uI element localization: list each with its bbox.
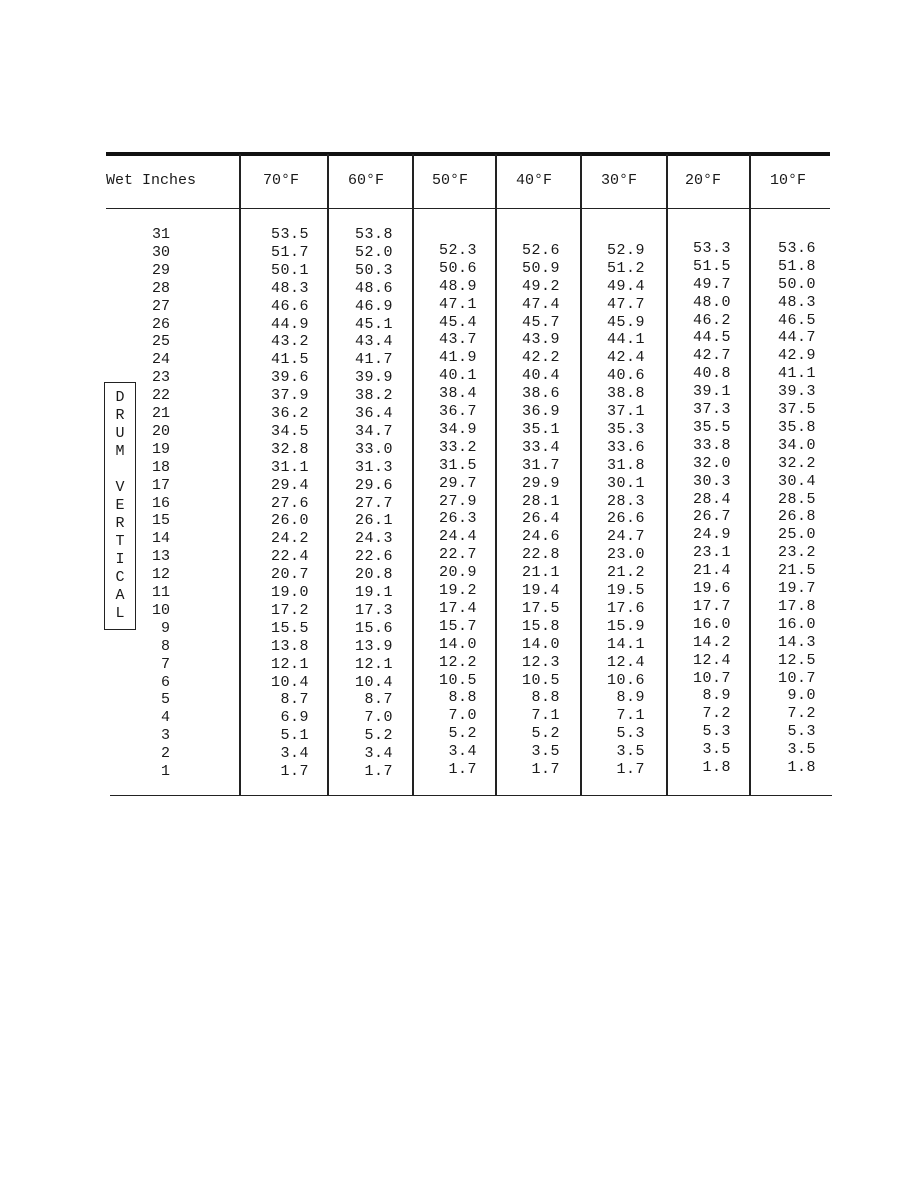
table-cell: 8.7 <box>280 691 309 709</box>
table-cell: 48.3 <box>777 293 816 311</box>
table-cell: 34.9 <box>438 420 477 438</box>
row-inches-label: 28 <box>151 279 170 297</box>
table-cell: 44.1 <box>606 331 645 349</box>
table-cell: 51.8 <box>777 257 816 275</box>
table-cell: 28.1 <box>521 492 560 510</box>
table-cell: 24.9 <box>692 526 731 544</box>
table-cell: 28.4 <box>692 490 731 508</box>
table-cell: 24.7 <box>606 528 645 546</box>
table-cell: 3.4 <box>364 745 393 763</box>
table-cell: 1.7 <box>364 763 393 780</box>
table-cell: 15.7 <box>438 617 477 635</box>
table-cell: 33.2 <box>438 438 477 456</box>
table-cell: 38.8 <box>606 385 645 403</box>
table-cell: 12.1 <box>354 655 393 673</box>
table-cell: 17.6 <box>606 599 645 617</box>
row-inches-label: 1 <box>160 763 170 780</box>
table-cell: 29.6 <box>354 476 393 494</box>
table-cell: 46.2 <box>692 311 731 329</box>
table-cell: 8.8 <box>531 689 560 707</box>
table-cell: 31.3 <box>354 458 393 476</box>
table-cell: 49.4 <box>606 277 645 295</box>
table-cell: 23.1 <box>692 544 731 562</box>
table-cell: 53.6 <box>777 239 816 257</box>
side-label-letter: C <box>115 569 125 586</box>
table-cell: 24.2 <box>270 530 309 548</box>
table-cell: 30.3 <box>692 472 731 490</box>
row-inches-label: 3 <box>160 727 170 745</box>
table-cell: 53.3 <box>692 239 731 257</box>
table-cell: 26.0 <box>270 512 309 530</box>
table-cell: 10.7 <box>777 669 816 687</box>
table-cell: 15.5 <box>270 619 309 637</box>
column-header: 30°F <box>601 172 638 189</box>
table-cell: 51.5 <box>692 257 731 275</box>
table-cell: 38.4 <box>438 385 477 403</box>
table-cell: 1.7 <box>616 761 645 778</box>
table-cell: 34.5 <box>270 422 309 440</box>
row-inches-label: 13 <box>151 548 170 566</box>
table-cell: 53.8 <box>354 226 393 243</box>
table-cell: 48.6 <box>354 279 393 297</box>
table-cell: 26.7 <box>692 508 731 526</box>
table-cell: 17.4 <box>438 599 477 617</box>
table-cell: 45.7 <box>521 313 560 331</box>
table-cell: 37.9 <box>270 387 309 405</box>
table-cell: 10.5 <box>521 671 560 689</box>
table-cell: 3.5 <box>787 741 816 759</box>
table-cell: 40.4 <box>521 367 560 385</box>
table-cell: 48.0 <box>692 293 731 311</box>
table-header-rule <box>106 208 830 209</box>
table-cell: 3.4 <box>280 745 309 763</box>
table-cell: 35.1 <box>521 420 560 438</box>
table-cell: 17.8 <box>777 597 816 615</box>
side-label-letter: U <box>115 425 125 442</box>
table-cell: 32.0 <box>692 454 731 472</box>
side-label-letter: V <box>115 479 125 496</box>
table-cell: 49.2 <box>521 277 560 295</box>
table-cell: 48.9 <box>438 277 477 295</box>
side-label-letter: I <box>115 551 125 568</box>
table-cell: 47.4 <box>521 295 560 313</box>
table-cell: 15.9 <box>606 617 645 635</box>
table-cell: 5.3 <box>702 723 731 741</box>
table-cell: 26.4 <box>521 510 560 528</box>
column-header: 40°F <box>516 172 553 189</box>
table-cell: 29.9 <box>521 474 560 492</box>
table-cell: 47.7 <box>606 295 645 313</box>
table-cell: 41.7 <box>354 351 393 369</box>
table-cell: 19.2 <box>438 582 477 599</box>
table-cell: 42.9 <box>777 347 816 365</box>
table-cell: 39.6 <box>270 369 309 387</box>
table-cell: 41.5 <box>270 351 309 369</box>
column-header: 10°F <box>770 172 807 189</box>
table-cell: 47.1 <box>438 295 477 313</box>
table-cell: 46.6 <box>270 297 309 315</box>
table-cell: 35.5 <box>692 418 731 436</box>
table-cell: 7.0 <box>364 709 393 727</box>
table-cell: 44.5 <box>692 329 731 347</box>
table-cell: 3.5 <box>531 743 560 761</box>
table-cell: 17.2 <box>270 601 309 619</box>
table-cell: 45.4 <box>438 313 477 331</box>
table-cell: 8.8 <box>448 689 477 707</box>
table-cell: 3.5 <box>702 741 731 759</box>
table-cell: 5.2 <box>448 725 477 743</box>
table-cell: 22.7 <box>438 546 477 564</box>
table-cell: 22.6 <box>354 548 393 566</box>
table-cell: 27.6 <box>270 494 309 512</box>
table-cell: 3.5 <box>616 743 645 761</box>
table-cell: 45.9 <box>606 313 645 331</box>
table-cell: 31.7 <box>521 456 560 474</box>
table-cell: 37.5 <box>777 401 816 418</box>
table-cell: 51.7 <box>270 243 309 261</box>
table-cell: 36.7 <box>438 403 477 420</box>
side-label-letter: E <box>115 497 125 514</box>
table-bottom-rule <box>110 795 832 796</box>
table-cell: 26.6 <box>606 510 645 528</box>
row-inches-label: 7 <box>160 655 170 673</box>
table-cell: 46.9 <box>354 297 393 315</box>
row-inches-label: 30 <box>151 243 170 261</box>
row-inches-label: 8 <box>160 637 170 655</box>
table-cell: 43.4 <box>354 333 393 351</box>
table-cell: 21.4 <box>692 562 731 580</box>
table-cell: 6.9 <box>280 709 309 727</box>
table-cell: 1.7 <box>531 761 560 778</box>
table-cell: 52.0 <box>354 243 393 261</box>
row-inches-label: 11 <box>151 584 170 601</box>
table-cell: 1.7 <box>280 763 309 780</box>
table-cell: 50.6 <box>438 259 477 277</box>
side-label-letter: A <box>115 587 125 604</box>
table-cell: 14.1 <box>606 635 645 653</box>
table-cell: 38.6 <box>521 385 560 403</box>
table-cell: 26.1 <box>354 512 393 530</box>
table-cell: 24.6 <box>521 528 560 546</box>
table-cell: 20.8 <box>354 566 393 584</box>
row-inches-label: 24 <box>151 351 170 369</box>
table-cell: 29.4 <box>270 476 309 494</box>
table-cell: 12.4 <box>606 653 645 671</box>
row-header-label: Wet Inches <box>106 172 197 189</box>
table-cell: 37.1 <box>606 403 645 420</box>
table-cell: 39.3 <box>777 383 816 401</box>
table-cell: 7.0 <box>448 707 477 725</box>
table-cell: 8.7 <box>364 691 393 709</box>
row-inches-label: 31 <box>151 226 170 243</box>
table-cell: 19.5 <box>606 582 645 599</box>
table-cell: 20.9 <box>438 564 477 582</box>
side-label-letter: L <box>115 605 125 622</box>
side-label-letter: R <box>115 407 125 424</box>
table-cell: 8.9 <box>616 689 645 707</box>
table-cell: 41.1 <box>777 365 816 383</box>
table-cell: 29.7 <box>438 474 477 492</box>
table-cell: 42.7 <box>692 347 731 365</box>
side-label-letter: M <box>115 443 125 460</box>
table-cell: 50.9 <box>521 259 560 277</box>
table-cell: 34.0 <box>777 436 816 454</box>
row-inches-label: 5 <box>160 691 170 709</box>
table-cell: 33.0 <box>354 440 393 458</box>
table-cell: 14.3 <box>777 633 816 651</box>
table-cell: 32.8 <box>270 440 309 458</box>
table-cell: 44.7 <box>777 329 816 347</box>
side-label-letter: T <box>115 533 125 550</box>
table-cell: 15.6 <box>354 619 393 637</box>
table-cell: 30.1 <box>606 474 645 492</box>
table-cell: 5.3 <box>616 725 645 743</box>
column-header: 60°F <box>348 172 385 189</box>
table-cell: 15.8 <box>521 617 560 635</box>
row-inches-label: 15 <box>151 512 170 530</box>
row-inches-label: 4 <box>160 709 170 727</box>
table-cell: 31.1 <box>270 458 309 476</box>
table-cell: 23.0 <box>606 546 645 564</box>
row-inches-label: 25 <box>151 333 170 351</box>
table-cell: 42.2 <box>521 349 560 367</box>
table-cell: 33.6 <box>606 438 645 456</box>
table-cell: 52.9 <box>606 241 645 259</box>
table-cell: 13.9 <box>354 637 393 655</box>
column-divider <box>666 154 668 796</box>
row-inches-label: 9 <box>160 619 170 637</box>
table-cell: 1.7 <box>448 761 477 778</box>
table-cell: 36.9 <box>521 403 560 420</box>
table-cell: 39.9 <box>354 369 393 387</box>
table-cell: 38.2 <box>354 387 393 405</box>
table-cell: 3.4 <box>448 743 477 761</box>
table-cell: 19.0 <box>270 584 309 601</box>
table-cell: 49.7 <box>692 275 731 293</box>
table-cell: 36.4 <box>354 405 393 422</box>
table-cell: 19.7 <box>777 580 816 597</box>
row-inches-label: 12 <box>151 566 170 584</box>
table-cell: 42.4 <box>606 349 645 367</box>
table-cell: 40.1 <box>438 367 477 385</box>
table-cell: 43.2 <box>270 333 309 351</box>
table-cell: 10.4 <box>270 673 309 691</box>
table-cell: 52.3 <box>438 241 477 259</box>
table-cell: 17.7 <box>692 597 731 615</box>
table-cell: 21.2 <box>606 564 645 582</box>
table-cell: 21.1 <box>521 564 560 582</box>
table-cell: 10.6 <box>606 671 645 689</box>
row-inches-label: 10 <box>151 601 170 619</box>
table-cell: 12.5 <box>777 651 816 669</box>
table-cell: 12.1 <box>270 655 309 673</box>
table-cell: 13.8 <box>270 637 309 655</box>
row-inches-label: 16 <box>151 494 170 512</box>
table-cell: 37.3 <box>692 401 731 418</box>
row-inches-label: 20 <box>151 422 170 440</box>
column-divider <box>495 154 497 796</box>
column-divider <box>239 154 241 796</box>
table-cell: 35.8 <box>777 418 816 436</box>
table-cell: 10.7 <box>692 669 731 687</box>
table-cell: 20.7 <box>270 566 309 584</box>
side-label-letter: D <box>115 389 125 406</box>
row-inches-label: 19 <box>151 440 170 458</box>
table-cell: 39.1 <box>692 383 731 401</box>
table-cell: 53.5 <box>270 226 309 243</box>
table-cell: 12.4 <box>692 651 731 669</box>
column-divider <box>749 154 751 796</box>
table-cell: 34.7 <box>354 422 393 440</box>
table-top-rule <box>106 152 830 156</box>
table-cell: 32.2 <box>777 454 816 472</box>
table-cell: 50.0 <box>777 275 816 293</box>
table-cell: 14.0 <box>521 635 560 653</box>
table-cell: 1.8 <box>702 759 731 776</box>
side-label-letter: R <box>115 515 125 532</box>
table-cell: 19.4 <box>521 582 560 599</box>
table-cell: 43.7 <box>438 331 477 349</box>
row-inches-label: 26 <box>151 315 170 333</box>
table-cell: 46.5 <box>777 311 816 329</box>
table-cell: 12.3 <box>521 653 560 671</box>
table-cell: 40.6 <box>606 367 645 385</box>
row-inches-label: 18 <box>151 458 170 476</box>
table-cell: 7.1 <box>616 707 645 725</box>
table-cell: 44.9 <box>270 315 309 333</box>
row-inches-label: 29 <box>151 261 170 279</box>
table-cell: 19.1 <box>354 584 393 601</box>
table-cell: 30.4 <box>777 472 816 490</box>
table-cell: 26.8 <box>777 508 816 526</box>
column-header: 70°F <box>263 172 300 189</box>
table-cell: 21.5 <box>777 562 816 580</box>
column-header: 20°F <box>685 172 722 189</box>
table-cell: 28.3 <box>606 492 645 510</box>
table-cell: 16.0 <box>777 615 816 633</box>
table-cell: 19.6 <box>692 580 731 597</box>
table-cell: 28.5 <box>777 490 816 508</box>
row-inches-label: 2 <box>160 745 170 763</box>
row-inches-label: 14 <box>151 530 170 548</box>
column-divider <box>327 154 329 796</box>
table-cell: 16.0 <box>692 615 731 633</box>
table-cell: 23.2 <box>777 544 816 562</box>
table-cell: 22.8 <box>521 546 560 564</box>
table-cell: 27.9 <box>438 492 477 510</box>
table-cell: 10.5 <box>438 671 477 689</box>
table-cell: 24.4 <box>438 528 477 546</box>
table-cell: 45.1 <box>354 315 393 333</box>
table-cell: 1.8 <box>787 759 816 776</box>
column-divider <box>580 154 582 796</box>
table-cell: 40.8 <box>692 365 731 383</box>
table-cell: 14.0 <box>438 635 477 653</box>
table-cell: 24.3 <box>354 530 393 548</box>
row-inches-label: 27 <box>151 297 170 315</box>
table-cell: 31.5 <box>438 456 477 474</box>
table-cell: 12.2 <box>438 653 477 671</box>
table-cell: 26.3 <box>438 510 477 528</box>
row-inches-label: 23 <box>151 369 170 387</box>
table-cell: 27.7 <box>354 494 393 512</box>
table-cell: 22.4 <box>270 548 309 566</box>
table-cell: 5.2 <box>364 727 393 745</box>
table-cell: 43.9 <box>521 331 560 349</box>
table-cell: 17.3 <box>354 601 393 619</box>
table-cell: 7.1 <box>531 707 560 725</box>
table-cell: 17.5 <box>521 599 560 617</box>
table-cell: 52.6 <box>521 241 560 259</box>
column-header: 50°F <box>432 172 469 189</box>
table-cell: 51.2 <box>606 259 645 277</box>
table-cell: 33.8 <box>692 436 731 454</box>
table-cell: 7.2 <box>787 705 816 723</box>
row-inches-label: 21 <box>151 405 170 422</box>
table-cell: 35.3 <box>606 420 645 438</box>
table-cell: 8.9 <box>702 687 731 705</box>
table-cell: 10.4 <box>354 673 393 691</box>
table-cell: 31.8 <box>606 456 645 474</box>
table-cell: 9.0 <box>787 687 816 705</box>
table-cell: 5.2 <box>531 725 560 743</box>
row-inches-label: 22 <box>151 387 170 405</box>
table-cell: 50.3 <box>354 261 393 279</box>
table-cell: 41.9 <box>438 349 477 367</box>
table-cell: 33.4 <box>521 438 560 456</box>
table-cell: 50.1 <box>270 261 309 279</box>
table-cell: 36.2 <box>270 405 309 422</box>
table-cell: 5.3 <box>787 723 816 741</box>
column-divider <box>412 154 414 796</box>
table-cell: 25.0 <box>777 526 816 544</box>
table-cell: 14.2 <box>692 633 731 651</box>
table-cell: 48.3 <box>270 279 309 297</box>
table-cell: 7.2 <box>702 705 731 723</box>
row-inches-label: 6 <box>160 673 170 691</box>
table-cell: 5.1 <box>280 727 309 745</box>
row-inches-label: 17 <box>151 476 170 494</box>
